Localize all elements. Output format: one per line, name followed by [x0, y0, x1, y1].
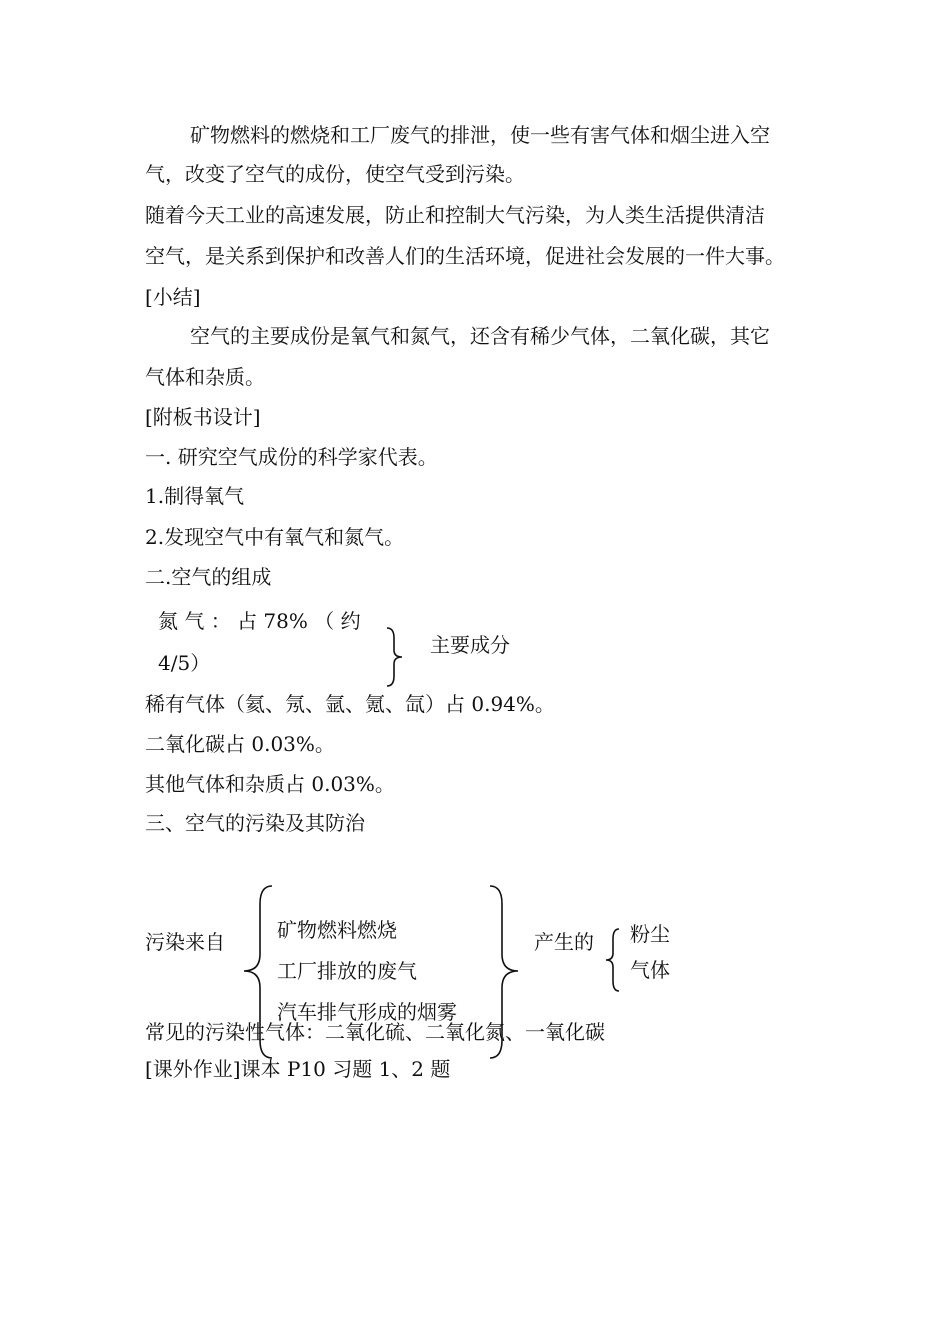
rare-gases-line: 稀有气体（氦、氖、氩、氪、氙）占 0.94%。 [145, 692, 555, 716]
product-gas: 气体 [630, 958, 670, 982]
source-item-1: 矿物燃料燃烧 [277, 918, 397, 942]
common-pollutant-gases: 常见的污染性气体：二氧化硫、二氧化氮、一氧化碳 [145, 1020, 605, 1044]
summary-line2: 气体和杂质。 [145, 365, 265, 389]
product-dust: 粉尘 [630, 922, 670, 946]
other-gases-line: 其他气体和杂质占 0.03%。 [145, 772, 395, 796]
paragraph2-line1: 随着今天工业的高速发展，防止和控制大气污染，为人类生活提供清洁 [145, 203, 765, 227]
section1-title: 一. 研究空气成份的科学家代表。 [145, 445, 438, 469]
main-components-label: 主要成分 [430, 633, 510, 657]
nitrogen-line1: 氮 气 ： 占 78% （ 约 [158, 609, 361, 633]
products-brace [603, 927, 623, 993]
paragraph1-line2: 气，改变了空气的成份，使空气受到污染。 [145, 162, 525, 186]
summary-heading: [小结] [145, 285, 201, 309]
board-heading: [附板书设计] [145, 405, 261, 429]
paragraph2-line2: 空气，是关系到保护和改善人们的生活环境，促进社会发展的一件大事。 [145, 244, 785, 268]
source-item-2: 工厂排放的废气 [277, 959, 417, 983]
section1-item2: 2.发现空气中有氧气和氮气。 [145, 525, 405, 549]
paragraph1-line1: 矿物燃料的燃烧和工厂废气的排泄，使一些有害气体和烟尘进入空 [190, 123, 770, 147]
nitrogen-line2: 4/5） [158, 651, 211, 675]
source-item-3: 汽车排气形成的烟雾 [277, 1000, 457, 1024]
pollution-source-label: 污染来自 [145, 930, 225, 954]
summary-line1: 空气的主要成份是氧气和氮气，还含有稀少气体，二氧化碳，其它 [190, 324, 770, 348]
composition-brace [383, 626, 407, 688]
homework-line: [课外作业]课本 P10 习题 1、2 题 [145, 1057, 451, 1081]
section3-title: 三、空气的污染及其防治 [145, 811, 365, 835]
produce-label: 产生的 [534, 930, 594, 954]
section2-title: 二.空气的组成 [145, 565, 272, 589]
section1-item1: 1.制得氧气 [145, 484, 245, 508]
co2-line: 二氧化碳占 0.03%。 [145, 732, 335, 756]
